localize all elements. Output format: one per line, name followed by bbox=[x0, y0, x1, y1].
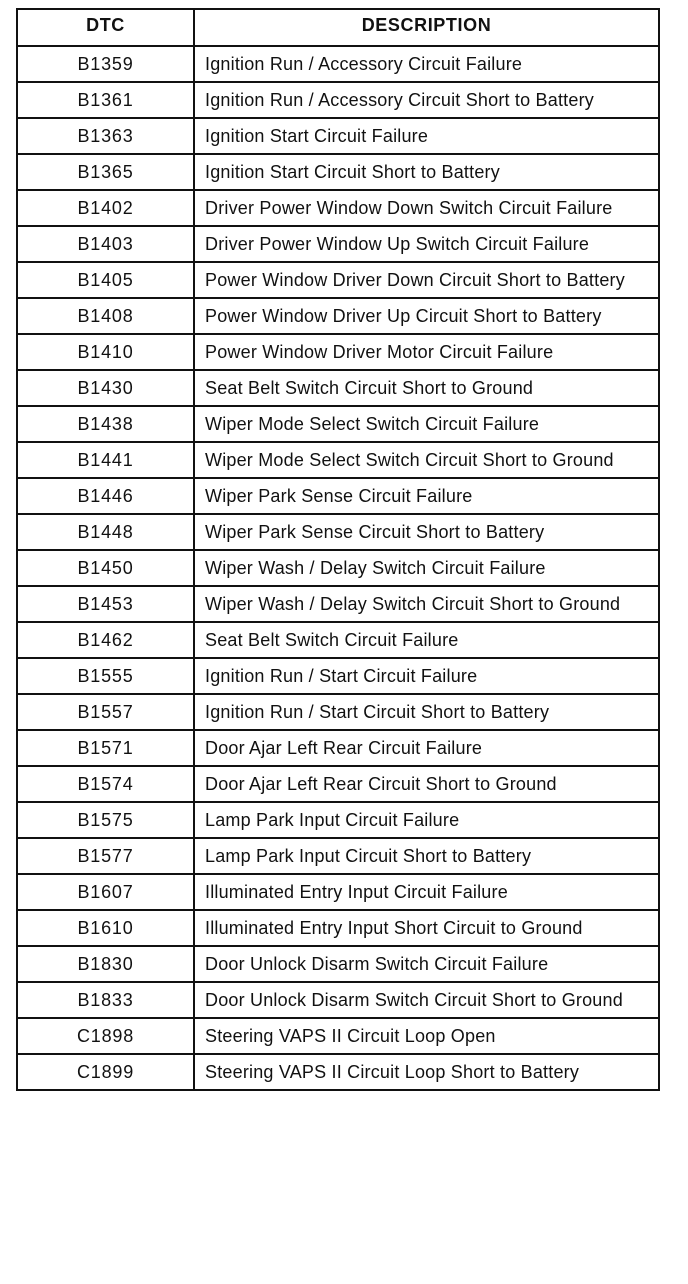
table-row bbox=[17, 982, 659, 1018]
dtc-code-cell: B1557 bbox=[17, 694, 194, 730]
table-row bbox=[17, 154, 659, 190]
dtc-description-cell: Power Window Driver Motor Circuit Failure bbox=[194, 334, 659, 370]
dtc-code-cell: B1610 bbox=[17, 910, 194, 946]
table-row bbox=[17, 406, 659, 442]
table-header bbox=[17, 9, 659, 46]
dtc-code-cell: B1574 bbox=[17, 766, 194, 802]
description-column-header: DESCRIPTION bbox=[194, 9, 659, 46]
table-row bbox=[17, 334, 659, 370]
table-row bbox=[17, 226, 659, 262]
dtc-code-cell: B1410 bbox=[17, 334, 194, 370]
dtc-description-cell: Door Unlock Disarm Switch Circuit Failure bbox=[194, 946, 659, 982]
dtc-description-cell: Wiper Mode Select Switch Circuit Failure bbox=[194, 406, 659, 442]
table-row bbox=[17, 82, 659, 118]
table-row bbox=[17, 514, 659, 550]
dtc-description-cell: Ignition Run / Start Circuit Failure bbox=[194, 658, 659, 694]
dtc-description-cell: Lamp Park Input Circuit Short to Battery bbox=[194, 838, 659, 874]
dtc-description-cell: Illuminated Entry Input Circuit Failure bbox=[194, 874, 659, 910]
dtc-description-cell: Illuminated Entry Input Short Circuit to Ground bbox=[194, 910, 659, 946]
dtc-code-cell: B1450 bbox=[17, 550, 194, 586]
dtc-code-cell: B1575 bbox=[17, 802, 194, 838]
table-row bbox=[17, 298, 659, 334]
dtc-code-cell: C1899 bbox=[17, 1054, 194, 1090]
table-row bbox=[17, 550, 659, 586]
dtc-code-cell: B1405 bbox=[17, 262, 194, 298]
table-row bbox=[17, 190, 659, 226]
dtc-description-cell: Ignition Start Circuit Short to Battery bbox=[194, 154, 659, 190]
dtc-code-cell: B1453 bbox=[17, 586, 194, 622]
dtc-description-cell: Wiper Wash / Delay Switch Circuit Failure bbox=[194, 550, 659, 586]
table-row bbox=[17, 478, 659, 514]
dtc-description-cell: Ignition Run / Accessory Circuit Failure bbox=[194, 46, 659, 82]
dtc-table bbox=[16, 8, 660, 1091]
table-row bbox=[17, 118, 659, 154]
dtc-description-cell: Wiper Park Sense Circuit Short to Battery bbox=[194, 514, 659, 550]
table-row bbox=[17, 910, 659, 946]
dtc-code-cell: B1403 bbox=[17, 226, 194, 262]
document-page bbox=[16, 8, 658, 1091]
table-row bbox=[17, 622, 659, 658]
dtc-description-cell: Seat Belt Switch Circuit Failure bbox=[194, 622, 659, 658]
dtc-description-cell: Power Window Driver Down Circuit Short to Battery bbox=[194, 262, 659, 298]
table-row bbox=[17, 730, 659, 766]
dtc-code-cell: B1408 bbox=[17, 298, 194, 334]
table-row bbox=[17, 46, 659, 82]
table-row bbox=[17, 1018, 659, 1054]
dtc-code-cell: B1607 bbox=[17, 874, 194, 910]
dtc-code-cell: B1833 bbox=[17, 982, 194, 1018]
dtc-code-cell: B1462 bbox=[17, 622, 194, 658]
header-row bbox=[17, 9, 659, 46]
dtc-code-cell: B1446 bbox=[17, 478, 194, 514]
dtc-code-cell: B1361 bbox=[17, 82, 194, 118]
table-row bbox=[17, 586, 659, 622]
dtc-code-cell: B1577 bbox=[17, 838, 194, 874]
table-row bbox=[17, 262, 659, 298]
dtc-code-cell: B1363 bbox=[17, 118, 194, 154]
dtc-description-cell: Driver Power Window Up Switch Circuit Failure bbox=[194, 226, 659, 262]
dtc-description-cell: Seat Belt Switch Circuit Short to Ground bbox=[194, 370, 659, 406]
table-row bbox=[17, 946, 659, 982]
table-row bbox=[17, 694, 659, 730]
dtc-code-cell: B1359 bbox=[17, 46, 194, 82]
table-row bbox=[17, 802, 659, 838]
table-row bbox=[17, 658, 659, 694]
table-row bbox=[17, 1054, 659, 1090]
table-row bbox=[17, 874, 659, 910]
dtc-description-cell: Lamp Park Input Circuit Failure bbox=[194, 802, 659, 838]
table-row bbox=[17, 766, 659, 802]
dtc-description-cell: Ignition Start Circuit Failure bbox=[194, 118, 659, 154]
dtc-description-cell: Ignition Run / Accessory Circuit Short to Battery bbox=[194, 82, 659, 118]
dtc-code-cell: B1448 bbox=[17, 514, 194, 550]
dtc-column-header: DTC bbox=[17, 9, 194, 46]
table-row bbox=[17, 442, 659, 478]
dtc-description-cell: Wiper Mode Select Switch Circuit Short to Ground bbox=[194, 442, 659, 478]
table-row bbox=[17, 370, 659, 406]
table-row bbox=[17, 838, 659, 874]
dtc-description-cell: Wiper Wash / Delay Switch Circuit Short to Ground bbox=[194, 586, 659, 622]
dtc-description-cell: Wiper Park Sense Circuit Failure bbox=[194, 478, 659, 514]
dtc-description-cell: Steering VAPS II Circuit Loop Open bbox=[194, 1018, 659, 1054]
dtc-code-cell: B1438 bbox=[17, 406, 194, 442]
dtc-code-cell: B1402 bbox=[17, 190, 194, 226]
dtc-description-cell: Door Ajar Left Rear Circuit Short to Ground bbox=[194, 766, 659, 802]
dtc-description-cell: Ignition Run / Start Circuit Short to Battery bbox=[194, 694, 659, 730]
dtc-description-cell: Power Window Driver Up Circuit Short to Battery bbox=[194, 298, 659, 334]
table-body bbox=[17, 46, 659, 1090]
dtc-code-cell: B1441 bbox=[17, 442, 194, 478]
dtc-description-cell: Door Unlock Disarm Switch Circuit Short to Ground bbox=[194, 982, 659, 1018]
dtc-code-cell: B1830 bbox=[17, 946, 194, 982]
dtc-code-cell: B1555 bbox=[17, 658, 194, 694]
dtc-code-cell: C1898 bbox=[17, 1018, 194, 1054]
dtc-code-cell: B1365 bbox=[17, 154, 194, 190]
dtc-code-cell: B1430 bbox=[17, 370, 194, 406]
dtc-description-cell: Door Ajar Left Rear Circuit Failure bbox=[194, 730, 659, 766]
dtc-code-cell: B1571 bbox=[17, 730, 194, 766]
dtc-description-cell: Driver Power Window Down Switch Circuit Failure bbox=[194, 190, 659, 226]
dtc-description-cell: Steering VAPS II Circuit Loop Short to Battery bbox=[194, 1054, 659, 1090]
